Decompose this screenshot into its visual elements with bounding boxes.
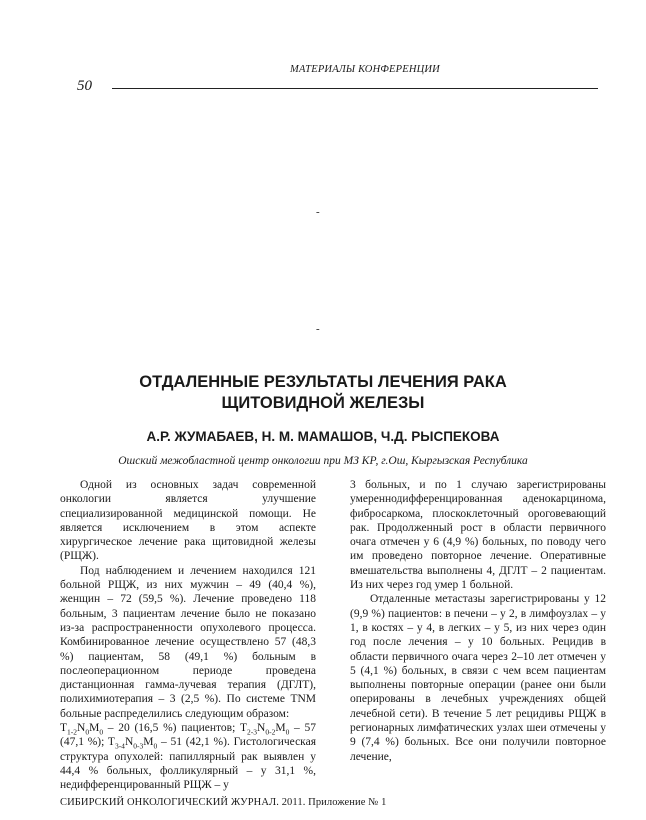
tnm-sub: 0	[99, 727, 104, 737]
tnm-m: M	[275, 722, 286, 735]
tnm-n: N	[257, 722, 266, 735]
article-authors: А.Р. ЖУМАБАЕВ, Н. М. МАМАШОВ, Ч.Д. РЫСПЕКОВА	[146, 429, 500, 444]
stray-dash-mark: -	[316, 206, 320, 218]
tnm-t: T	[60, 722, 68, 735]
title-line: ОТДАЛЕННЫЕ РЕЗУЛЬТАТЫ ЛЕЧЕНИЯ РАКА	[139, 373, 507, 391]
article-affiliation: Ошский межобластной центр онкологии при МЗ КР, г.Ош, Кыргызская Республика	[118, 455, 528, 467]
tnm-value: – 51 (42,1 %). Гистологическая структура опухолей: папиллярный рак выявлен у 44,4 % больных, фолликулярный – у 31,1 %, недифференцированный РЩЖ – у	[60, 736, 316, 792]
running-header: МАТЕРИАЛЫ КОНФЕРЕНЦИИ	[290, 64, 440, 75]
paragraph: 3 больных, и по 1 случаю зарегистрированы умереннодифференцированная аденокарцинома, фибросаркома, плоскоклеточный ороговевающий рак. Продолженный рост в области первичного очага отмечен у 6 (4,9 %) больных, по поводу чего им проведено повторное лечение. Оперативные вмешательства выполнены 4, ДГЛТ – 2 пациентам. Из них через год умер 1 больной.	[350, 479, 606, 592]
tnm-sub: 0	[285, 727, 290, 737]
title-line: ЩИТОВИДНОЙ ЖЕЛЕЗЫ	[221, 394, 425, 412]
header-rule	[112, 88, 598, 89]
tnm-n: N	[77, 722, 86, 735]
tnm-t: T	[240, 722, 248, 735]
left-column	[60, 478, 316, 793]
tnm-value: – 57 (47,1 %);	[60, 722, 316, 749]
tnm-sub: 1-2	[67, 727, 78, 737]
journal-footer: СИБИРСКИЙ ОНКОЛОГИЧЕСКИЙ ЖУРНАЛ. 2011. Приложение № 1	[60, 797, 387, 808]
tnm-n: N	[124, 736, 134, 749]
page-number: 50	[77, 78, 92, 94]
right-column	[350, 478, 606, 764]
article-title	[60, 372, 586, 414]
tnm-sub: 0	[153, 741, 158, 751]
paragraph: Отдаленные метастазы зарегистрированы у 12 (9,9 %) пациентов: в печени – у 2, в лимфоузлах – у 1, в костях – у 4, в легких – у 5, из них через один год после лечения – у 10 больных. Рецидив в области первичного очага через 2–10 лет отмечен у 5 (4,1 %) больных, в связи с чем всем пациентам выполнены повторные операции (ранее они были оперированы в лечебных учреждениях общей лечебной сети). В течение 5 лет рецидивы РЩЖ в регионарных лимфатических узлах шеи отмечены у 9 (7,4 %) больных. Все они получили повторное лечение,	[350, 593, 606, 763]
tnm-sub: 0-3	[133, 741, 144, 751]
tnm-t: T	[107, 736, 115, 749]
tnm-m: M	[89, 722, 100, 735]
stray-dash-mark: -	[316, 323, 320, 335]
tnm-sub: 3-4	[114, 741, 125, 751]
tnm-sub: 0	[85, 727, 90, 737]
tnm-value: – 20 (16,5 %) пациентов;	[103, 722, 240, 735]
tnm-sub: 2-3	[247, 727, 258, 737]
paragraph: Одной из основных задач современной онкологии является улучшение специализированной медицинской помощи. Не является исключением в этом аспекте хирургическое лечение рака щитовидной железы (РЩЖ).	[60, 479, 316, 563]
tnm-m: M	[143, 736, 154, 749]
paragraph: Под наблюдением и лечением находился 121 больной РЩЖ, из них мужчин – 49 (40,4 %), женщин – 72 (59,5 %). Лечение проведено 118 больным, 3 пациентам лечение было не показано из-за распространенности опухолевого процесса. Комбинированное лечение осуществлено 57 (48,3 %) пациентам, 58 (49,1 %) больным в послеоперационном периоде проведена дистанционная гамма-лучевая терапия (ДГЛТ), полихимиотерапия – 3 (2,5 %). По системе TNM больные распределились следующим образом:	[60, 564, 316, 720]
tnm-sub: 0-2	[265, 727, 276, 737]
tnm-paragraph	[60, 721, 316, 792]
